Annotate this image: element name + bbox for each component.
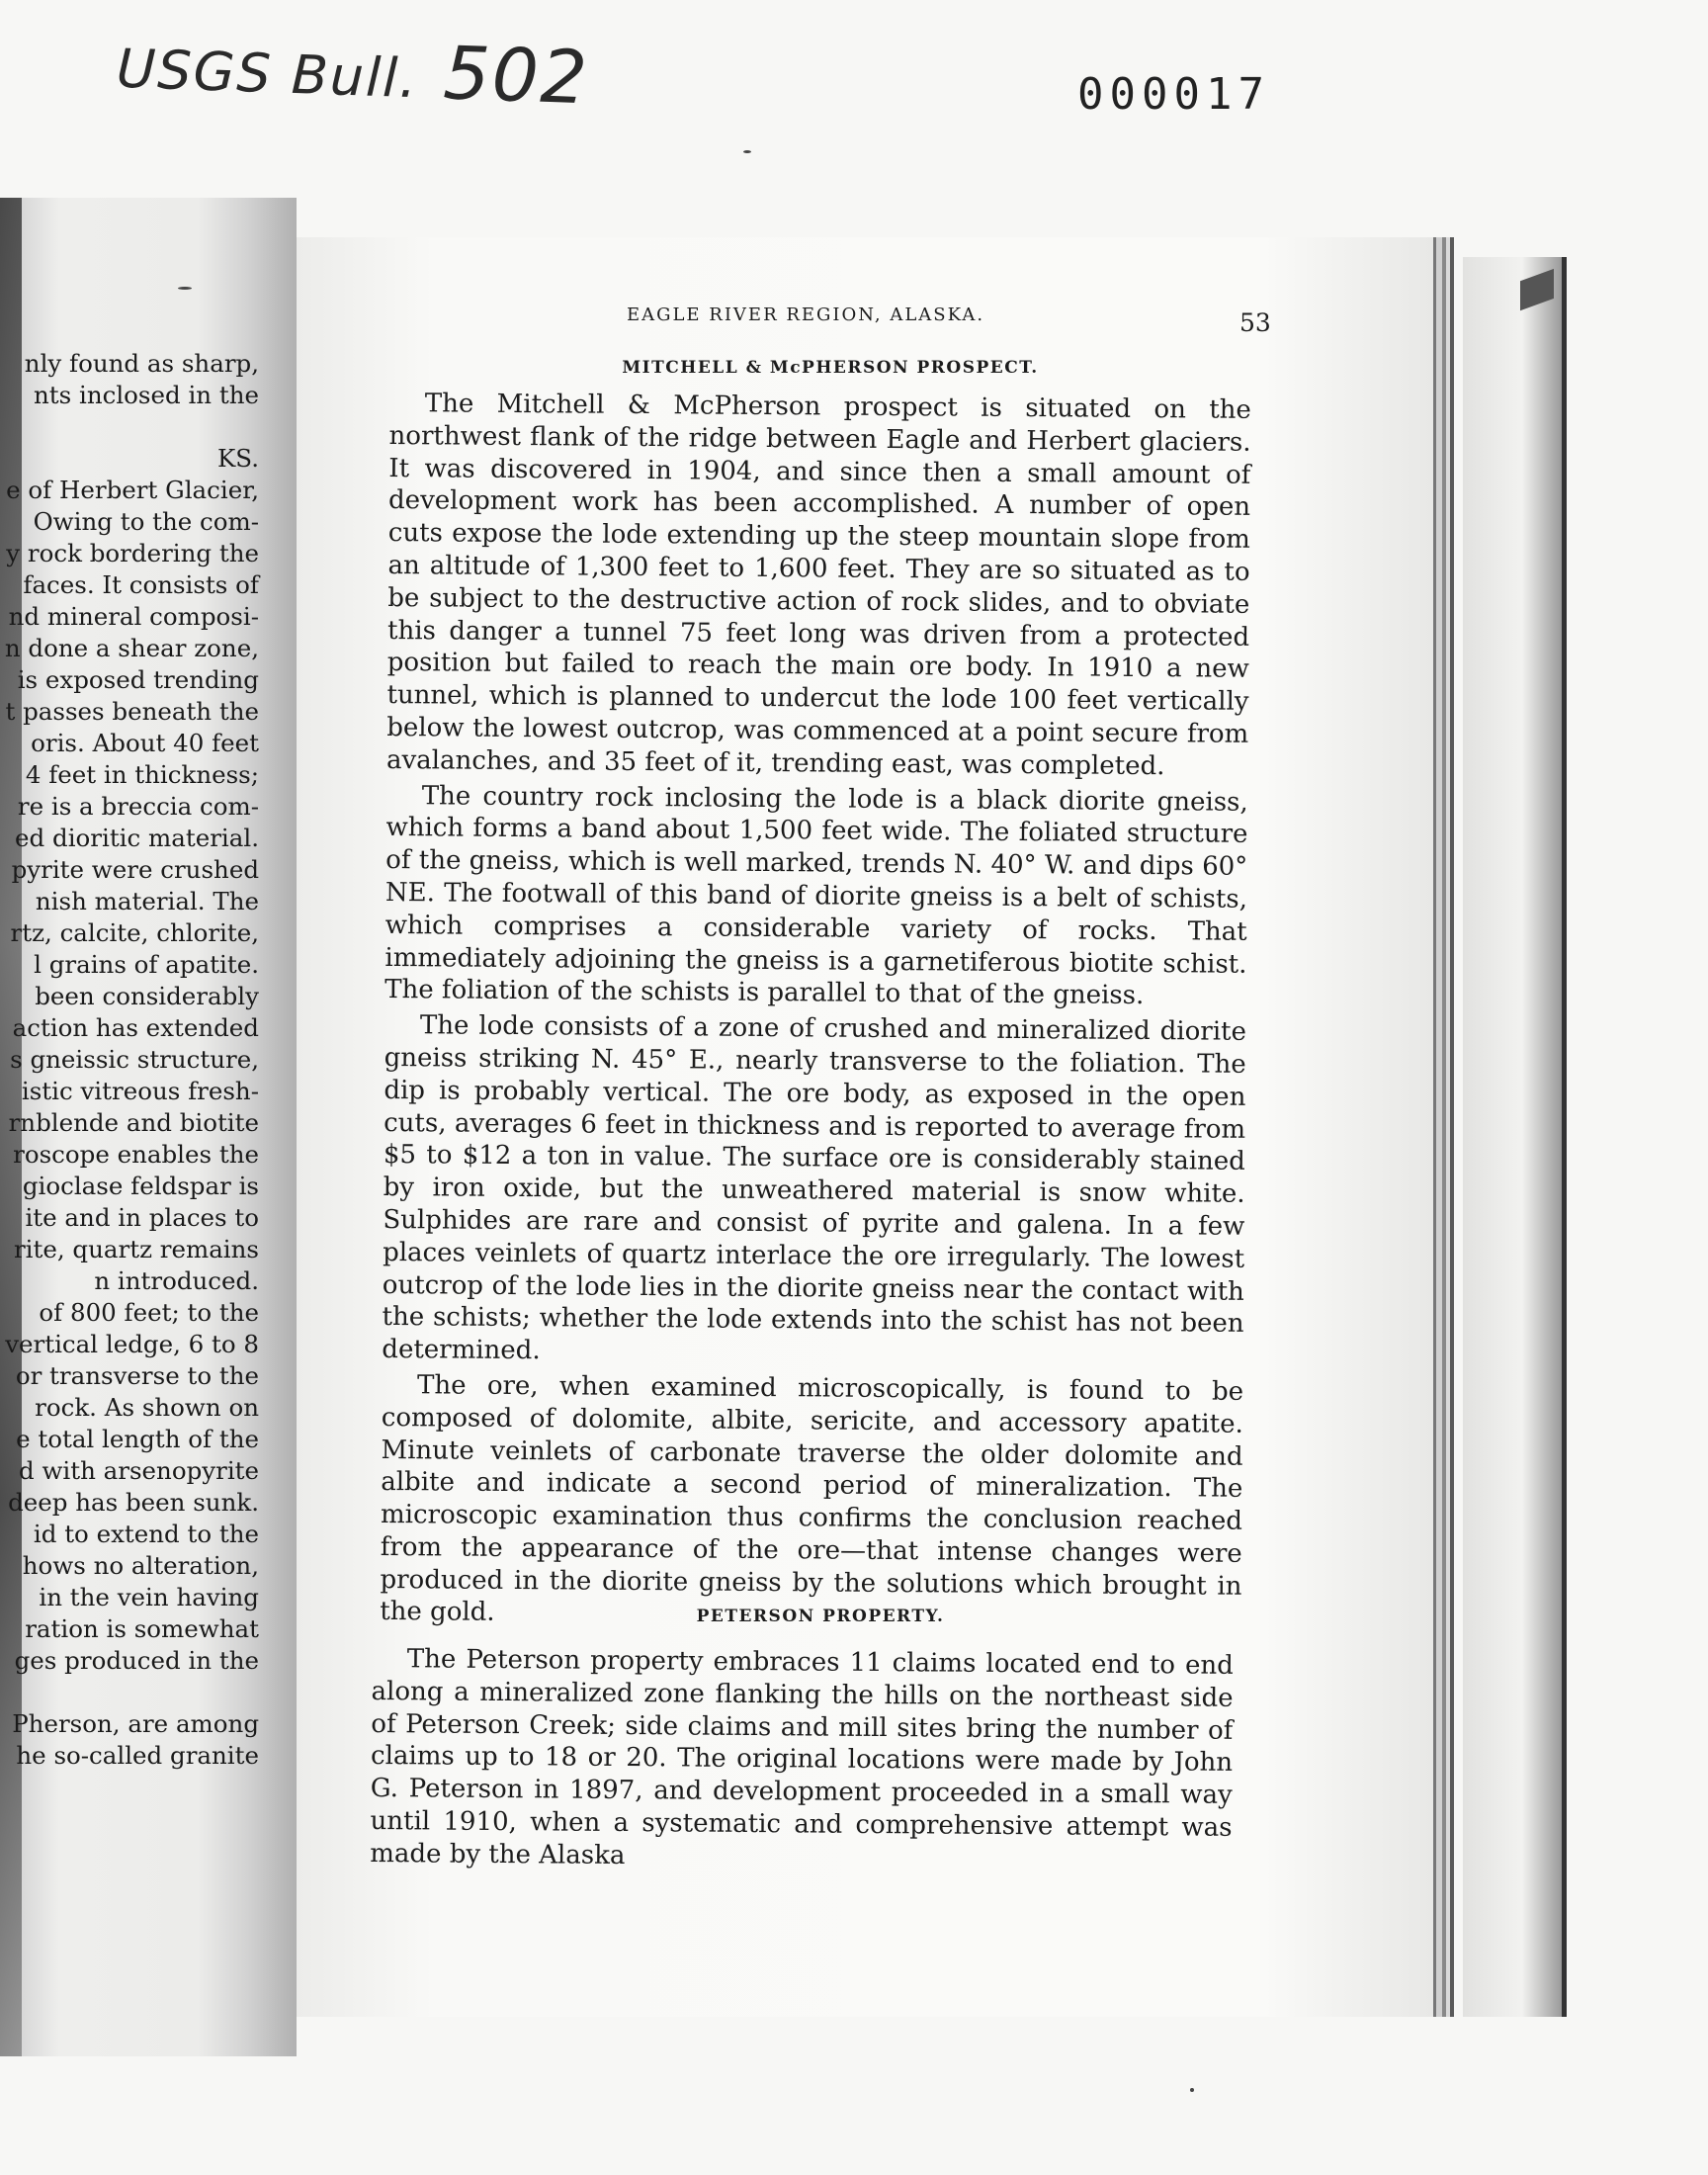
- left-line: in the vein having: [39, 1583, 259, 1611]
- stamp-number: 000017: [1077, 69, 1270, 120]
- handwritten-label: USGS Bull.: [115, 37, 420, 111]
- left-line: l grains of apatite.: [34, 950, 259, 979]
- left-line: ges produced in the: [14, 1646, 259, 1675]
- page-tab: [1520, 269, 1554, 310]
- paragraph: The country rock inclosing the lode is a black diorite gneiss, which forms a band about 1,500 feet wide. The foliated structure of the gneiss, which is well marked, trends N. 40° W. and dips 60° NE. The footwall of this band of diorite gneiss is a belt of schists, which comprises a considerable variety of rocks. That immediately adjoining the gneiss is a garnetiferous biotite schist. The foliation of the schists is parallel to that of the gneiss.: [384, 780, 1248, 1011]
- left-line: re is a breccia com-: [17, 792, 259, 821]
- left-line: y rock bordering the: [6, 539, 259, 567]
- left-line: rock. As shown on: [35, 1393, 259, 1422]
- left-line: KS.: [216, 444, 259, 473]
- left-line: t passes beneath the: [5, 697, 259, 726]
- left-line: e total length of the: [16, 1425, 259, 1453]
- left-line: vertical ledge, 6 to 8: [5, 1330, 259, 1358]
- left-line: been considerably: [35, 982, 259, 1010]
- back-pages-edge: [1463, 257, 1567, 2017]
- section-body-peterson: [370, 1643, 1234, 1876]
- left-line: d with arsenopyrite: [18, 1456, 259, 1485]
- section-body-mitchell: [380, 388, 1251, 1635]
- left-line: or transverse to the: [15, 1361, 259, 1390]
- left-line: he so-called granite: [16, 1741, 259, 1770]
- left-line: ed dioritic material.: [15, 824, 259, 852]
- left-line: id to extend to the: [33, 1520, 259, 1548]
- left-line: nish material. The: [35, 887, 259, 915]
- left-line: Owing to the com-: [33, 507, 259, 536]
- left-line: Pherson, are among: [12, 1709, 259, 1738]
- left-line: nts inclosed in the: [34, 381, 259, 409]
- left-line: [0, 1677, 259, 1708]
- section-heading-mitchell: MITCHELL & McPHERSON PROSPECT.: [622, 358, 1039, 378]
- left-page-text: [0, 348, 259, 1772]
- left-line: pyrite were crushed: [11, 855, 259, 884]
- page-number: 53: [1239, 308, 1271, 337]
- section-heading-peterson: PETERSON PROPERTY.: [696, 1607, 945, 1626]
- paragraph: The Mitchell & McPherson prospect is situated on the northwest flank of the ridge between Eagle and Herbert glaciers. It was discovered in 1904, and since then a small amount of development work has been accomplished. A number of open cuts expose the lode extending up the steep mountain slope from an altitude of 1,300 feet to 1,600 feet. They are so situated as to be subject to the destructive action of rock slides, and to obviate this danger a tunnel 75 feet long was driven from a protected position but failed to reach the main ore body. In 1910 a new tunnel, which is planned to undercut the lode 100 feet vertically below the lowest outcrop, was commenced at a point secure from avalanches, and 35 feet of it, trending east, was completed.: [385, 389, 1251, 781]
- left-line: faces. It consists of: [23, 570, 259, 599]
- left-line: of 800 feet; to the: [39, 1298, 259, 1327]
- left-line: nd mineral composi-: [8, 602, 259, 631]
- left-line: deep has been sunk.: [8, 1488, 259, 1517]
- left-line: 4 feet in thickness;: [25, 760, 259, 789]
- left-line: e of Herbert Glacier,: [6, 476, 259, 504]
- left-line: n done a shear zone,: [4, 634, 259, 662]
- running-head: EAGLE RIVER REGION, ALASKA.: [626, 304, 985, 325]
- left-line: ration is somewhat: [25, 1614, 259, 1643]
- scan-speck: [743, 150, 751, 153]
- left-line: s gneissic structure,: [10, 1045, 259, 1074]
- left-line: is exposed trending: [17, 665, 259, 694]
- left-line: n introduced.: [94, 1266, 259, 1295]
- left-line: ite and in places to: [25, 1203, 259, 1232]
- handwritten-number: 502: [442, 31, 591, 122]
- left-line: rnblende and biotite: [8, 1108, 259, 1137]
- handwritten-annotation: [116, 20, 591, 122]
- left-page-fragment: [0, 198, 297, 2056]
- left-line: rtz, calcite, chlorite,: [10, 918, 259, 947]
- paragraph: The lode consists of a zone of crushed and mineralized diorite gneiss striking N. 45° E., nearly transverse to the foliation. The dip is probably vertical. The ore body, as exposed in the open cuts, averages 6 feet in thickness and is reported to average from $5 to $12 a ton in value. The surface ore is considerably stained by iron oxide, but the unweathered material is snow white. Sulphides are rare and consist of pyrite and galena. In a few places veinlets of quartz interlace the ore irregularly. The lowest outcrop of the lode lies in the diorite gneiss near the contact with the schists; whether the lode extends into the schist has not been determined.: [382, 1010, 1247, 1366]
- left-line: roscope enables the: [13, 1140, 259, 1169]
- scan-speck: [178, 287, 192, 290]
- left-line: [0, 411, 259, 443]
- left-line: gioclase feldspar is: [22, 1172, 259, 1200]
- left-line: istic vitreous fresh-: [21, 1077, 259, 1105]
- paragraph: The ore, when examined microscopically, is found to be composed of dolomite, albite, sericite, and accessory apatite. Minute veinlets of carbonate traverse the older dolomite and albite and indicate a second period of mineralization. The microscopic examination thus confirms the conclusion reached from the appearance of the ore—that intense changes were produced in the diorite gneiss by the solutions which brought in the gold.: [380, 1370, 1244, 1628]
- left-line: oris. About 40 feet: [31, 729, 259, 757]
- left-line: rite, quartz remains: [13, 1235, 259, 1263]
- left-line: hows no alteration,: [22, 1551, 259, 1580]
- scan-speck: [1190, 2088, 1194, 2092]
- left-line: nly found as sharp,: [24, 349, 259, 378]
- left-line: action has extended: [12, 1013, 259, 1042]
- paragraph: The Peterson property embraces 11 claims located end to end along a mineralized zone flanking the hills on the northeast side of Peterson Creek; side claims and mill sites bring the number of claims up to 18 or 20. The original locations were made by John G. Peterson in 1897, and development proceeded in a small way until 1910, when a systematic and comprehensive attempt was made by the Alaska: [370, 1644, 1234, 1870]
